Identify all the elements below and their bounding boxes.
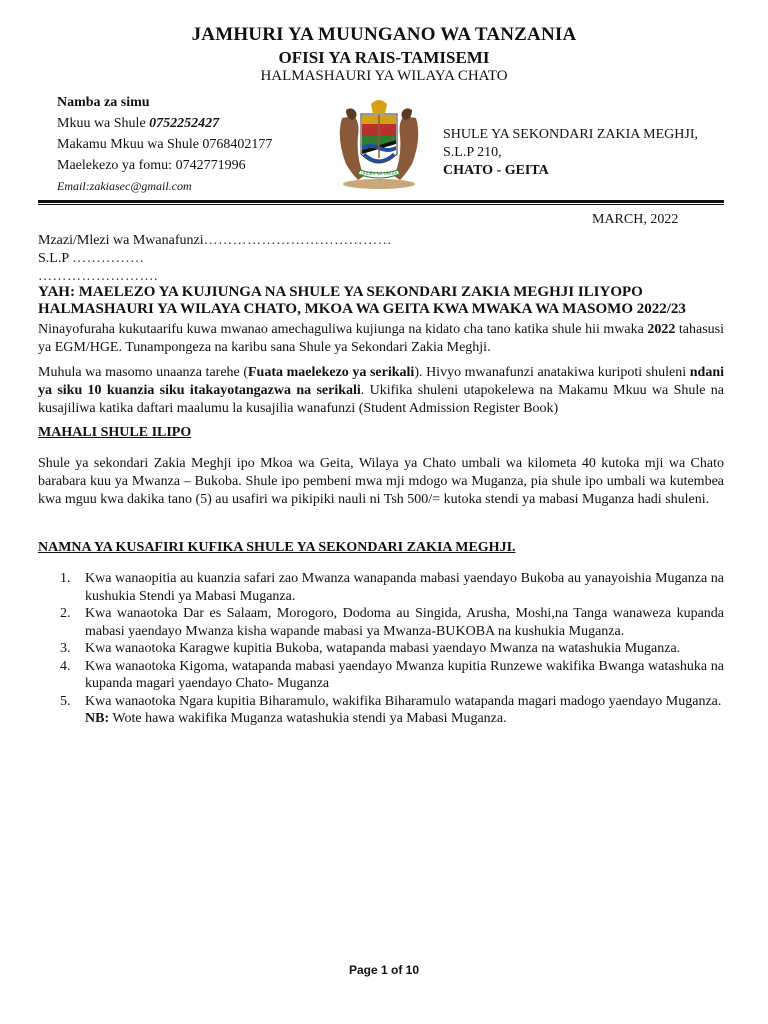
p1-text-a: Ninayofuraha kukutaarifu kuwa mwanao amechaguliwa kujiunga na kidato cha tano katika shule hii mwaka: [38, 322, 648, 337]
tanzania-coat-of-arms: [328, 88, 430, 192]
subject-line-2: HALMASHAURI YA WILAYA CHATO, MKOA WA GEITA KWA MWAKA WA MASOMO 2022/23: [38, 301, 686, 317]
footer-of-word: of: [387, 963, 406, 977]
section-location-heading: MAHALI SHULE ILIPO: [38, 425, 192, 440]
list-item-text: Kwa wanaotoka Karagwe kupitia Bukoba, watapanda mabasi yaendayo Mwanza na watashukia Muganza.: [85, 641, 681, 656]
letter-subject: [38, 284, 724, 318]
contact-deputy: Makamu Mkuu wa Shule 0768402177: [57, 137, 273, 152]
coat-of-arms-icon: [328, 88, 430, 192]
recipient-dots: …………………………………: [203, 233, 393, 248]
section-travel-heading: NAMNA YA KUSAFIRI KUFIKA SHULE YA SEKONDARI ZAKIA MEGHJI.: [38, 540, 516, 555]
recipient-label: Mzazi/Mlezi wa Mwanafunzi: [38, 233, 204, 248]
directions-list: [38, 570, 724, 728]
subject-line-1: YAH: MAELEZO YA KUJIUNGA NA SHULE YA SEKONDARI ZAKIA MEGHJI ILIYOPO: [38, 284, 643, 300]
p2-text-b: ). Hivyo mwanafunzi anatakiwa kuripoti shuleni: [414, 365, 690, 380]
recipient-line3: …………………….: [38, 269, 158, 284]
paragraph-location: Shule ya sekondari Zakia Meghji ipo Mkoa wa Geita, Wilaya ya Chato umbali wa kilometa 40 kutoka mji wa Chato barabara kuu ya Mwanza – Bukoba. Shule ipo pembeni mwa mji mdogo wa Muganza, pia shule ipo umbali wa kutembea kwa mguu kwa dakika tano (5) au usafiri wa pikipiki nauli ni Tsh 500/= kutoka stendi ya mabasi Muganza hadi shuleni.: [38, 456, 724, 507]
contact-email: Email:zakiasec@gmail.com: [57, 179, 192, 193]
recipient-address: [38, 232, 392, 286]
list-item: [38, 658, 724, 693]
p2-bold-1: Fuata maelekezo ya serikali: [248, 365, 415, 380]
list-item-number: 5.: [60, 693, 71, 709]
contact-head: [57, 113, 272, 134]
paragraph-reporting: [38, 364, 724, 418]
nb-text: Wote hawa wakifika Muganza watashukia stendi ya Mabasi Muganza.: [109, 711, 507, 726]
list-item-number: 4.: [60, 658, 71, 674]
footer-page-total: 10: [405, 963, 420, 977]
p2-text-c: . Ukifika shuleni utapokelewa na Makamu Mkuu wa Shule na kusajiliwa katika daftari maalumu la kusajilia wanafunzi (Student Admission Register Book): [38, 383, 724, 416]
school-name: SHULE YA SEKONDARI ZAKIA MEGHJI,: [443, 127, 698, 142]
nb-note: [38, 710, 724, 728]
footer-page-word: Page: [348, 963, 381, 977]
recipient-slp: [38, 250, 392, 268]
emblem-motto: UHURU NA UMOJA: [360, 171, 398, 176]
footer-page-number: 1: [380, 963, 388, 977]
contact-forms: Maelekezo ya fomu: 0742771996: [57, 158, 246, 173]
contact-block: [57, 92, 272, 197]
list-item-text: Kwa wanaopitia au kuanzia safari zao Mwanza wanapanda mabasi yaendayo Bukoba au yanayoishia Muganza na kushukia Stendi ya Mabasi Muganza.: [85, 571, 724, 604]
school-place: CHATO - GEITA: [443, 163, 549, 178]
list-item-text: Kwa wanaotoka Ngara kupitia Biharamulo, wakifika Biharamulo watapanda magari madogo yaendayo Muganza.: [85, 693, 722, 709]
header-rule-thin: [38, 204, 724, 205]
p1-year: 2022: [647, 322, 676, 337]
header-country: JAMHURI YA MUUNGANO WA TANZANIA: [191, 24, 577, 45]
header-rule-thick: [38, 200, 724, 203]
contact-head-phone: 0752252427: [149, 116, 220, 131]
nb-label: NB:: [85, 711, 110, 726]
school-address: [443, 126, 698, 180]
list-item-number: 1.: [60, 571, 71, 586]
contact-title: Namba za simu: [57, 95, 150, 110]
list-item: [38, 570, 724, 605]
list-item: [38, 640, 724, 658]
list-item: [38, 605, 724, 640]
p2-text-a: Muhula wa masomo unaanza tarehe (: [38, 365, 248, 380]
list-item-text: Kwa wanaotoka Kigoma, watapanda mabasi yaendayo Mwanza kupitia Runzewe wakifika Bwanga watashuka na kupanda magari yaendayo Chato- Muganza: [85, 658, 724, 691]
school-box: S.L.P 210,: [443, 145, 502, 160]
header-office: OFISI YA RAIS-TAMISEMI: [278, 48, 490, 67]
slp-dots: ……………: [72, 251, 145, 266]
list-item-text: Kwa wanaotoka Dar es Salaam, Morogoro, Dodoma au Singida, Arusha, Moshi,na Tanga wanaweza kupanda mabasi yaendayo Mwanza kisha wapande mabasi ya Mwanza-BUKOBA na kushukia Muganza.: [85, 606, 724, 639]
list-item: [38, 693, 724, 711]
list-item-number: 3.: [60, 641, 71, 656]
page-footer: [0, 963, 768, 977]
p2-bold-2: ndani ya siku 10 kuanzia siku itakayotangazwa na serikali: [38, 365, 724, 398]
slp-label: S.L.P: [38, 251, 69, 266]
letter-date: MARCH, 2022: [592, 212, 679, 227]
recipient-line: [38, 232, 392, 250]
paragraph-congratulations: [38, 321, 724, 357]
p1-text-b: tahasusi ya EGM/HGE. Tunampongeza na karibu sana Shule ya Sekondari Zakia Meghji.: [38, 322, 725, 355]
list-item-number: 2.: [60, 606, 71, 621]
contact-head-label: Mkuu wa Shule: [57, 116, 150, 131]
header-district: HALMASHAURI YA WILAYA CHATO: [260, 68, 508, 84]
